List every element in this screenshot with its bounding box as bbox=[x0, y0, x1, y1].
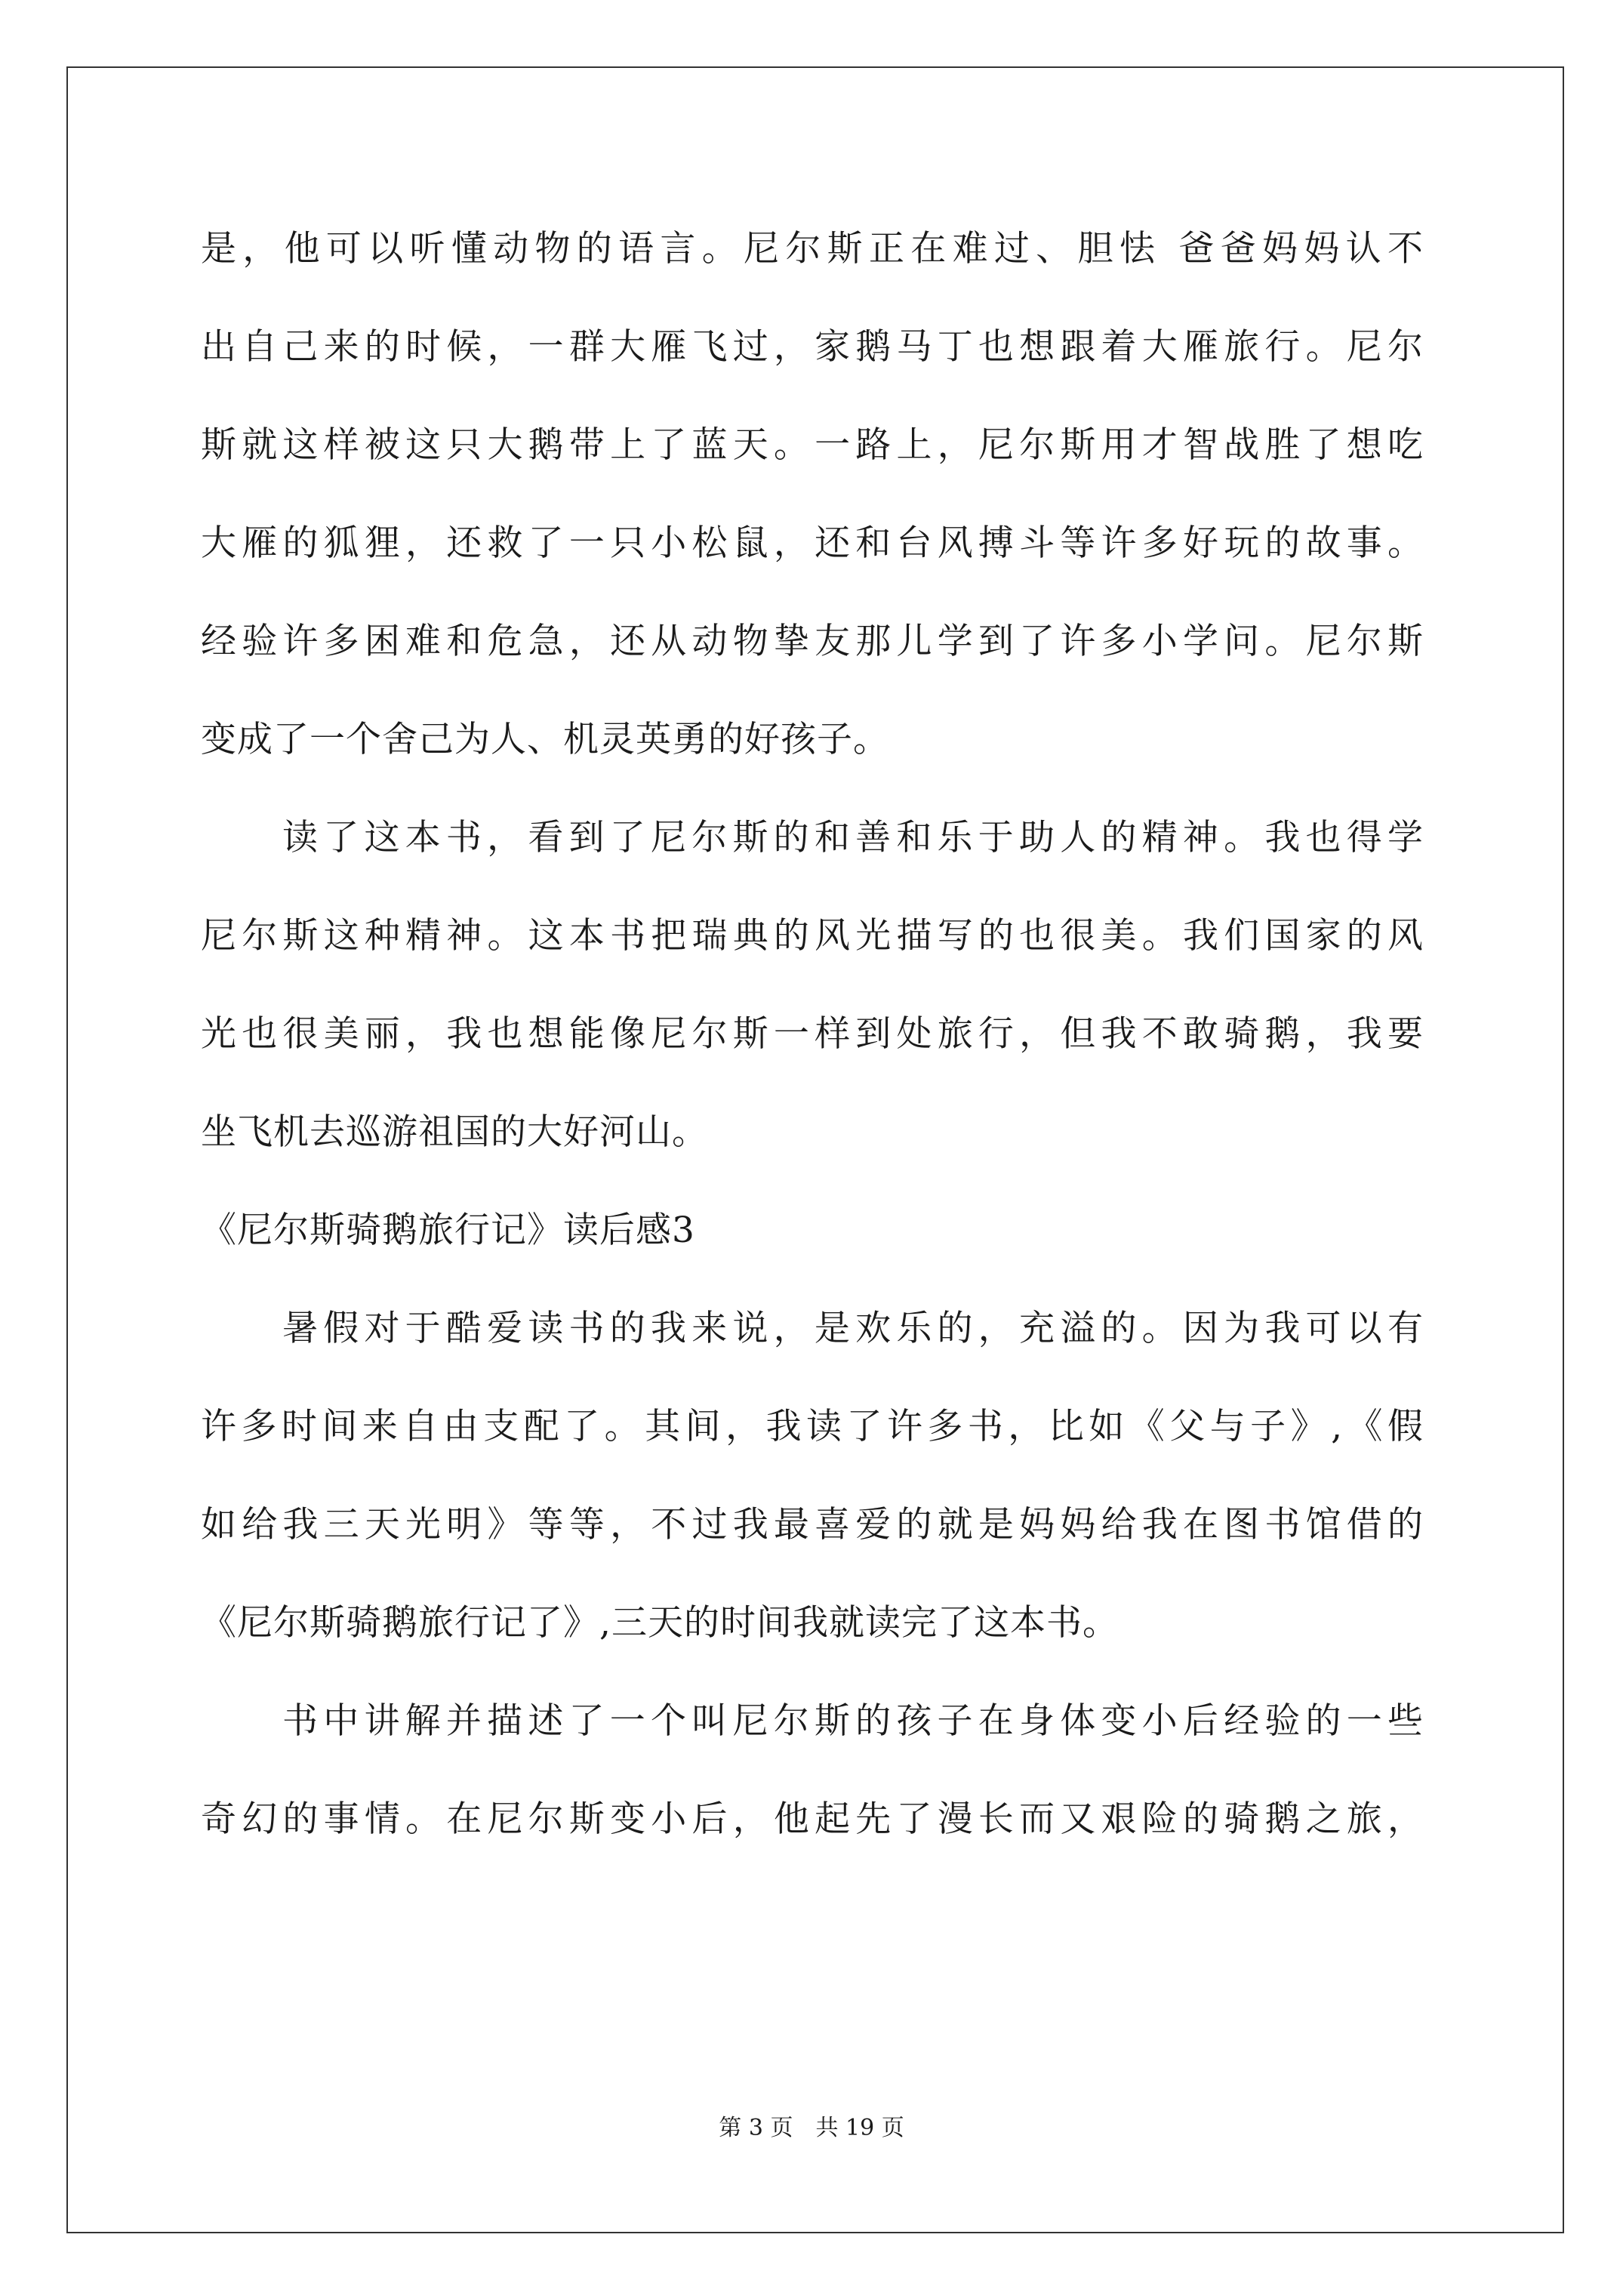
text-line: 坐飞机去巡游祖国的大好河山。 bbox=[201, 1111, 708, 1153]
text-line: 经验许多困难和危急，还从动物挚友那儿学到了许多小学问。尼尔斯 bbox=[201, 621, 1424, 662]
text-line: 出自己来的时候，一群大雁飞过，家鹅马丁也想跟着大雁旅行。尼尔 bbox=[201, 326, 1424, 368]
paragraph-first-line: 暑假对于酷爱读书的我来说，是欢乐的，充溢的。因为我可以有 bbox=[282, 1308, 1424, 1349]
text-line: 奇幻的事情。在尼尔斯变小后，他起先了漫长而又艰险的骑鹅之旅， bbox=[201, 1798, 1424, 1840]
text-line: 是，他可以听懂动物的语言。尼尔斯正在难过、胆怯 爸爸妈妈认不 bbox=[201, 228, 1424, 270]
text-line: 《尼尔斯骑鹅旅行记了》,三天的时间我就读完了这本书。 bbox=[201, 1602, 1119, 1644]
text-line: 光也很美丽，我也想能像尼尔斯一样到处旅行，但我不敢骑鹅，我要 bbox=[201, 1013, 1424, 1055]
text-line: 如给我三天光明》等等，不过我最喜爱的就是妈妈给我在图书馆借的 bbox=[201, 1504, 1424, 1546]
document-body bbox=[201, 200, 1424, 1869]
text-line: 许多时间来自由支配了。其间，我读了许多书，比如《父与子》,《假 bbox=[201, 1406, 1424, 1447]
paragraph-first-line: 书中讲解并描述了一个叫尼尔斯的孩子在身体变小后经验的一些 bbox=[282, 1700, 1424, 1742]
text-line: 变成了一个舍己为人、机灵英勇的好孩子。 bbox=[201, 719, 889, 760]
text-line: 大雁的狐狸，还救了一只小松鼠，还和台风搏斗等许多好玩的故事。 bbox=[201, 522, 1424, 564]
text-line: 尼尔斯这种精神。这本书把瑞典的风光描写的也很美。我们国家的风 bbox=[201, 915, 1424, 957]
paragraph-first-line: 读了这本书，看到了尼尔斯的和善和乐于助人的精神。我也得学 bbox=[282, 817, 1424, 858]
text-line: 斯就这样被这只大鹅带上了蓝天。一路上，尼尔斯用才智战胜了想吃 bbox=[201, 424, 1424, 466]
page-footer: 第 3 页 共 19 页 bbox=[719, 2115, 904, 2141]
section-heading: 《尼尔斯骑鹅旅行记》读后感3 bbox=[201, 1210, 695, 1251]
